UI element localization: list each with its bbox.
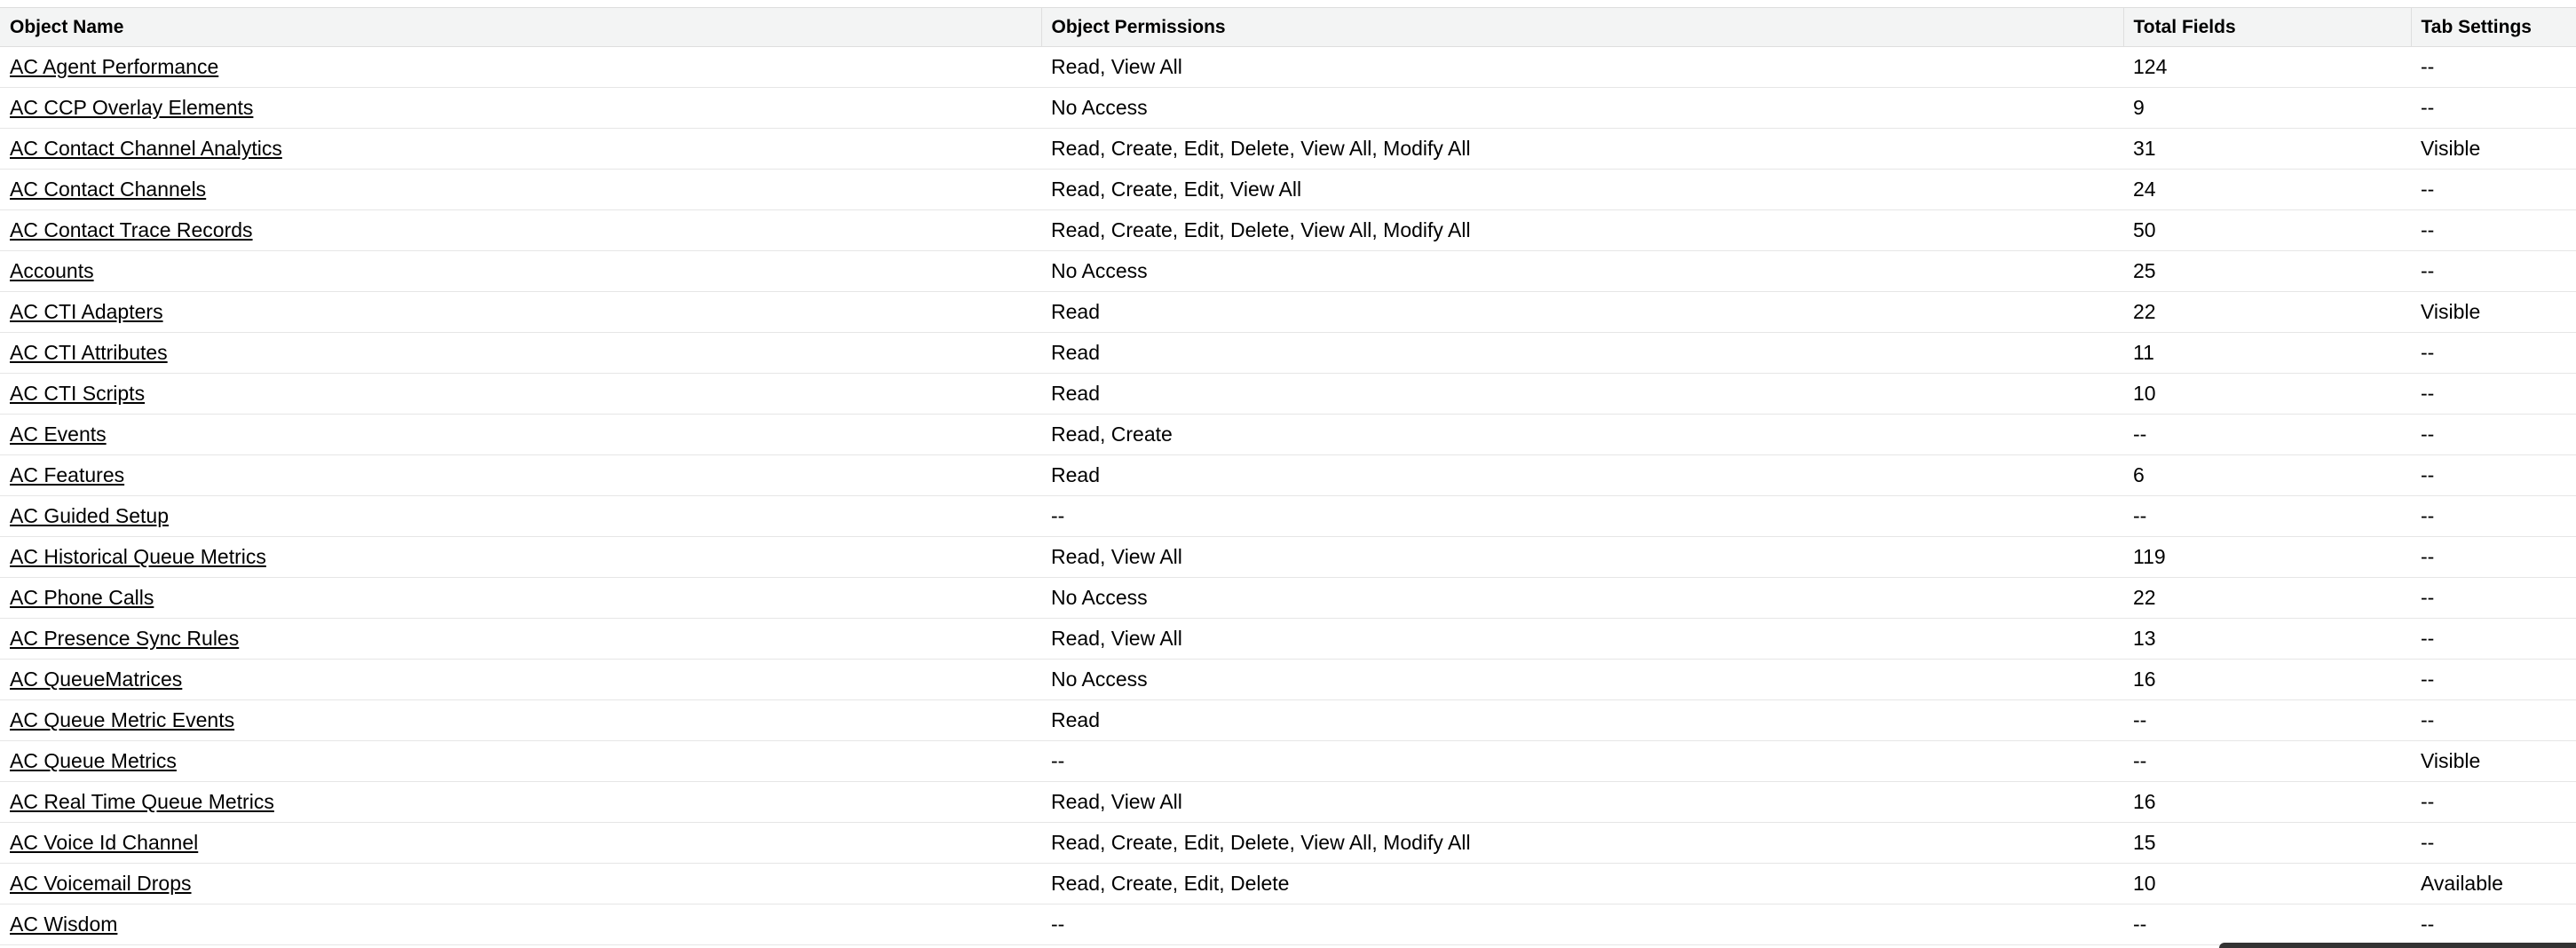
- tab-settings-cell: --: [2411, 333, 2576, 374]
- object-permissions-cell: Read, Create: [1041, 415, 2123, 455]
- total-fields-cell: 10: [2123, 864, 2411, 905]
- table-row: [0, 455, 2576, 496]
- object-name-link[interactable]: AC CTI Scripts: [10, 382, 146, 405]
- tab-settings-cell: --: [2411, 47, 2576, 88]
- column-header-object-name[interactable]: Object Name: [0, 8, 1041, 47]
- tab-settings-cell: --: [2411, 251, 2576, 292]
- total-fields-cell: 22: [2123, 292, 2411, 333]
- object-permissions-cell: Read: [1041, 333, 2123, 374]
- total-fields-cell: 16: [2123, 660, 2411, 700]
- tab-settings-cell: --: [2411, 415, 2576, 455]
- object-permissions-table-container: [0, 7, 2576, 945]
- object-name-cell: [0, 619, 1041, 660]
- object-permissions-cell: Read: [1041, 374, 2123, 415]
- table-row: [0, 251, 2576, 292]
- tab-settings-cell: Visible: [2411, 292, 2576, 333]
- object-permissions-cell: Read, View All: [1041, 782, 2123, 823]
- object-name-cell: [0, 700, 1041, 741]
- object-name-cell: [0, 292, 1041, 333]
- table-row: [0, 660, 2576, 700]
- object-permissions-cell: No Access: [1041, 578, 2123, 619]
- table-row: [0, 210, 2576, 251]
- table-row: [0, 47, 2576, 88]
- table-row: [0, 333, 2576, 374]
- object-name-cell: [0, 415, 1041, 455]
- total-fields-cell: --: [2123, 415, 2411, 455]
- object-permissions-cell: No Access: [1041, 251, 2123, 292]
- object-permissions-cell: --: [1041, 741, 2123, 782]
- table-row: [0, 864, 2576, 905]
- tab-settings-cell: --: [2411, 700, 2576, 741]
- total-fields-cell: --: [2123, 741, 2411, 782]
- tab-settings-cell: --: [2411, 210, 2576, 251]
- object-name-cell: [0, 47, 1041, 88]
- object-name-cell: [0, 905, 1041, 945]
- object-name-link[interactable]: AC Queue Metrics: [10, 749, 177, 772]
- table-row: [0, 823, 2576, 864]
- object-permissions-cell: No Access: [1041, 88, 2123, 129]
- object-name-cell: [0, 741, 1041, 782]
- tab-settings-cell: --: [2411, 905, 2576, 945]
- table-row: [0, 578, 2576, 619]
- column-header-total-fields[interactable]: Total Fields: [2123, 8, 2411, 47]
- horizontal-scrollbar[interactable]: [2219, 943, 2576, 948]
- table-header-row: [0, 8, 2576, 47]
- tab-settings-cell: Visible: [2411, 129, 2576, 170]
- table-row: [0, 700, 2576, 741]
- table-row: [0, 415, 2576, 455]
- object-name-link[interactable]: AC Events: [10, 423, 107, 446]
- object-name-link[interactable]: AC CTI Attributes: [10, 341, 168, 364]
- total-fields-cell: 6: [2123, 455, 2411, 496]
- object-name-cell: [0, 210, 1041, 251]
- object-name-link[interactable]: AC Voice Id Channel: [10, 831, 199, 854]
- total-fields-cell: 10: [2123, 374, 2411, 415]
- table-row: [0, 496, 2576, 537]
- object-name-cell: [0, 455, 1041, 496]
- object-permissions-cell: Read, Create, Edit, Delete: [1041, 864, 2123, 905]
- object-name-link[interactable]: AC CCP Overlay Elements: [10, 96, 254, 119]
- object-name-cell: [0, 864, 1041, 905]
- tab-settings-cell: Available: [2411, 864, 2576, 905]
- tab-settings-cell: --: [2411, 537, 2576, 578]
- table-row: [0, 292, 2576, 333]
- tab-settings-cell: --: [2411, 496, 2576, 537]
- total-fields-cell: 124: [2123, 47, 2411, 88]
- object-name-link[interactable]: AC Real Time Queue Metrics: [10, 790, 274, 813]
- object-name-link[interactable]: AC Contact Channel Analytics: [10, 137, 282, 160]
- object-permissions-cell: Read: [1041, 292, 2123, 333]
- object-name-cell: [0, 333, 1041, 374]
- object-name-cell: [0, 374, 1041, 415]
- object-name-cell: [0, 660, 1041, 700]
- object-name-link[interactable]: AC Guided Setup: [10, 504, 170, 527]
- total-fields-cell: 119: [2123, 537, 2411, 578]
- object-permissions-cell: Read: [1041, 455, 2123, 496]
- object-name-link[interactable]: AC Features: [10, 463, 125, 486]
- tab-settings-cell: --: [2411, 170, 2576, 210]
- object-name-link[interactable]: AC QueueMatrices: [10, 668, 183, 691]
- column-header-object-permissions[interactable]: Object Permissions: [1041, 8, 2123, 47]
- object-permissions-cell: Read, Create, Edit, Delete, View All, Modify All: [1041, 129, 2123, 170]
- object-name-link[interactable]: AC Voicemail Drops: [10, 872, 192, 895]
- total-fields-cell: 13: [2123, 619, 2411, 660]
- object-name-link[interactable]: AC Phone Calls: [10, 586, 154, 609]
- table-row: [0, 905, 2576, 945]
- object-name-cell: [0, 88, 1041, 129]
- column-header-tab-settings[interactable]: Tab Settings: [2411, 8, 2576, 47]
- object-name-link[interactable]: AC Contact Channels: [10, 178, 207, 201]
- total-fields-cell: 25: [2123, 251, 2411, 292]
- table-row: [0, 374, 2576, 415]
- object-permissions-table: [0, 7, 2576, 945]
- table-row: [0, 537, 2576, 578]
- object-permissions-cell: --: [1041, 905, 2123, 945]
- object-name-cell: [0, 578, 1041, 619]
- object-name-cell: [0, 782, 1041, 823]
- total-fields-cell: 24: [2123, 170, 2411, 210]
- object-permissions-cell: Read: [1041, 700, 2123, 741]
- object-name-cell: [0, 129, 1041, 170]
- object-name-link[interactable]: AC Presence Sync Rules: [10, 627, 240, 650]
- table-row: [0, 782, 2576, 823]
- table-row: [0, 170, 2576, 210]
- object-permissions-cell: Read, View All: [1041, 537, 2123, 578]
- total-fields-cell: --: [2123, 905, 2411, 945]
- total-fields-cell: 22: [2123, 578, 2411, 619]
- object-permissions-cell: Read, View All: [1041, 47, 2123, 88]
- object-permissions-cell: Read, View All: [1041, 619, 2123, 660]
- object-permissions-cell: Read, Create, Edit, Delete, View All, Modify All: [1041, 823, 2123, 864]
- object-name-link[interactable]: AC Agent Performance: [10, 55, 219, 78]
- object-permissions-cell: No Access: [1041, 660, 2123, 700]
- object-name-link[interactable]: AC Wisdom: [10, 912, 118, 936]
- object-name-cell: [0, 496, 1041, 537]
- tab-settings-cell: --: [2411, 660, 2576, 700]
- total-fields-cell: 31: [2123, 129, 2411, 170]
- object-name-cell: [0, 170, 1041, 210]
- object-name-link[interactable]: AC Historical Queue Metrics: [10, 545, 266, 568]
- total-fields-cell: --: [2123, 496, 2411, 537]
- tab-settings-cell: --: [2411, 782, 2576, 823]
- total-fields-cell: 50: [2123, 210, 2411, 251]
- object-permissions-cell: Read, Create, Edit, Delete, View All, Modify All: [1041, 210, 2123, 251]
- table-row: [0, 619, 2576, 660]
- table-row: [0, 741, 2576, 782]
- table-row: [0, 129, 2576, 170]
- tab-settings-cell: Visible: [2411, 741, 2576, 782]
- object-name-link[interactable]: Accounts: [10, 259, 94, 282]
- object-name-link[interactable]: AC Queue Metric Events: [10, 708, 235, 731]
- tab-settings-cell: --: [2411, 578, 2576, 619]
- object-name-cell: [0, 823, 1041, 864]
- object-name-cell: [0, 537, 1041, 578]
- tab-settings-cell: --: [2411, 455, 2576, 496]
- total-fields-cell: 16: [2123, 782, 2411, 823]
- object-name-link[interactable]: AC Contact Trace Records: [10, 218, 253, 241]
- object-name-cell: [0, 251, 1041, 292]
- table-row: [0, 88, 2576, 129]
- total-fields-cell: 11: [2123, 333, 2411, 374]
- object-permissions-cell: Read, Create, Edit, View All: [1041, 170, 2123, 210]
- total-fields-cell: 9: [2123, 88, 2411, 129]
- total-fields-cell: 15: [2123, 823, 2411, 864]
- object-permissions-cell: --: [1041, 496, 2123, 537]
- tab-settings-cell: --: [2411, 88, 2576, 129]
- object-name-link[interactable]: AC CTI Adapters: [10, 300, 163, 323]
- tab-settings-cell: --: [2411, 374, 2576, 415]
- tab-settings-cell: --: [2411, 619, 2576, 660]
- tab-settings-cell: --: [2411, 823, 2576, 864]
- total-fields-cell: --: [2123, 700, 2411, 741]
